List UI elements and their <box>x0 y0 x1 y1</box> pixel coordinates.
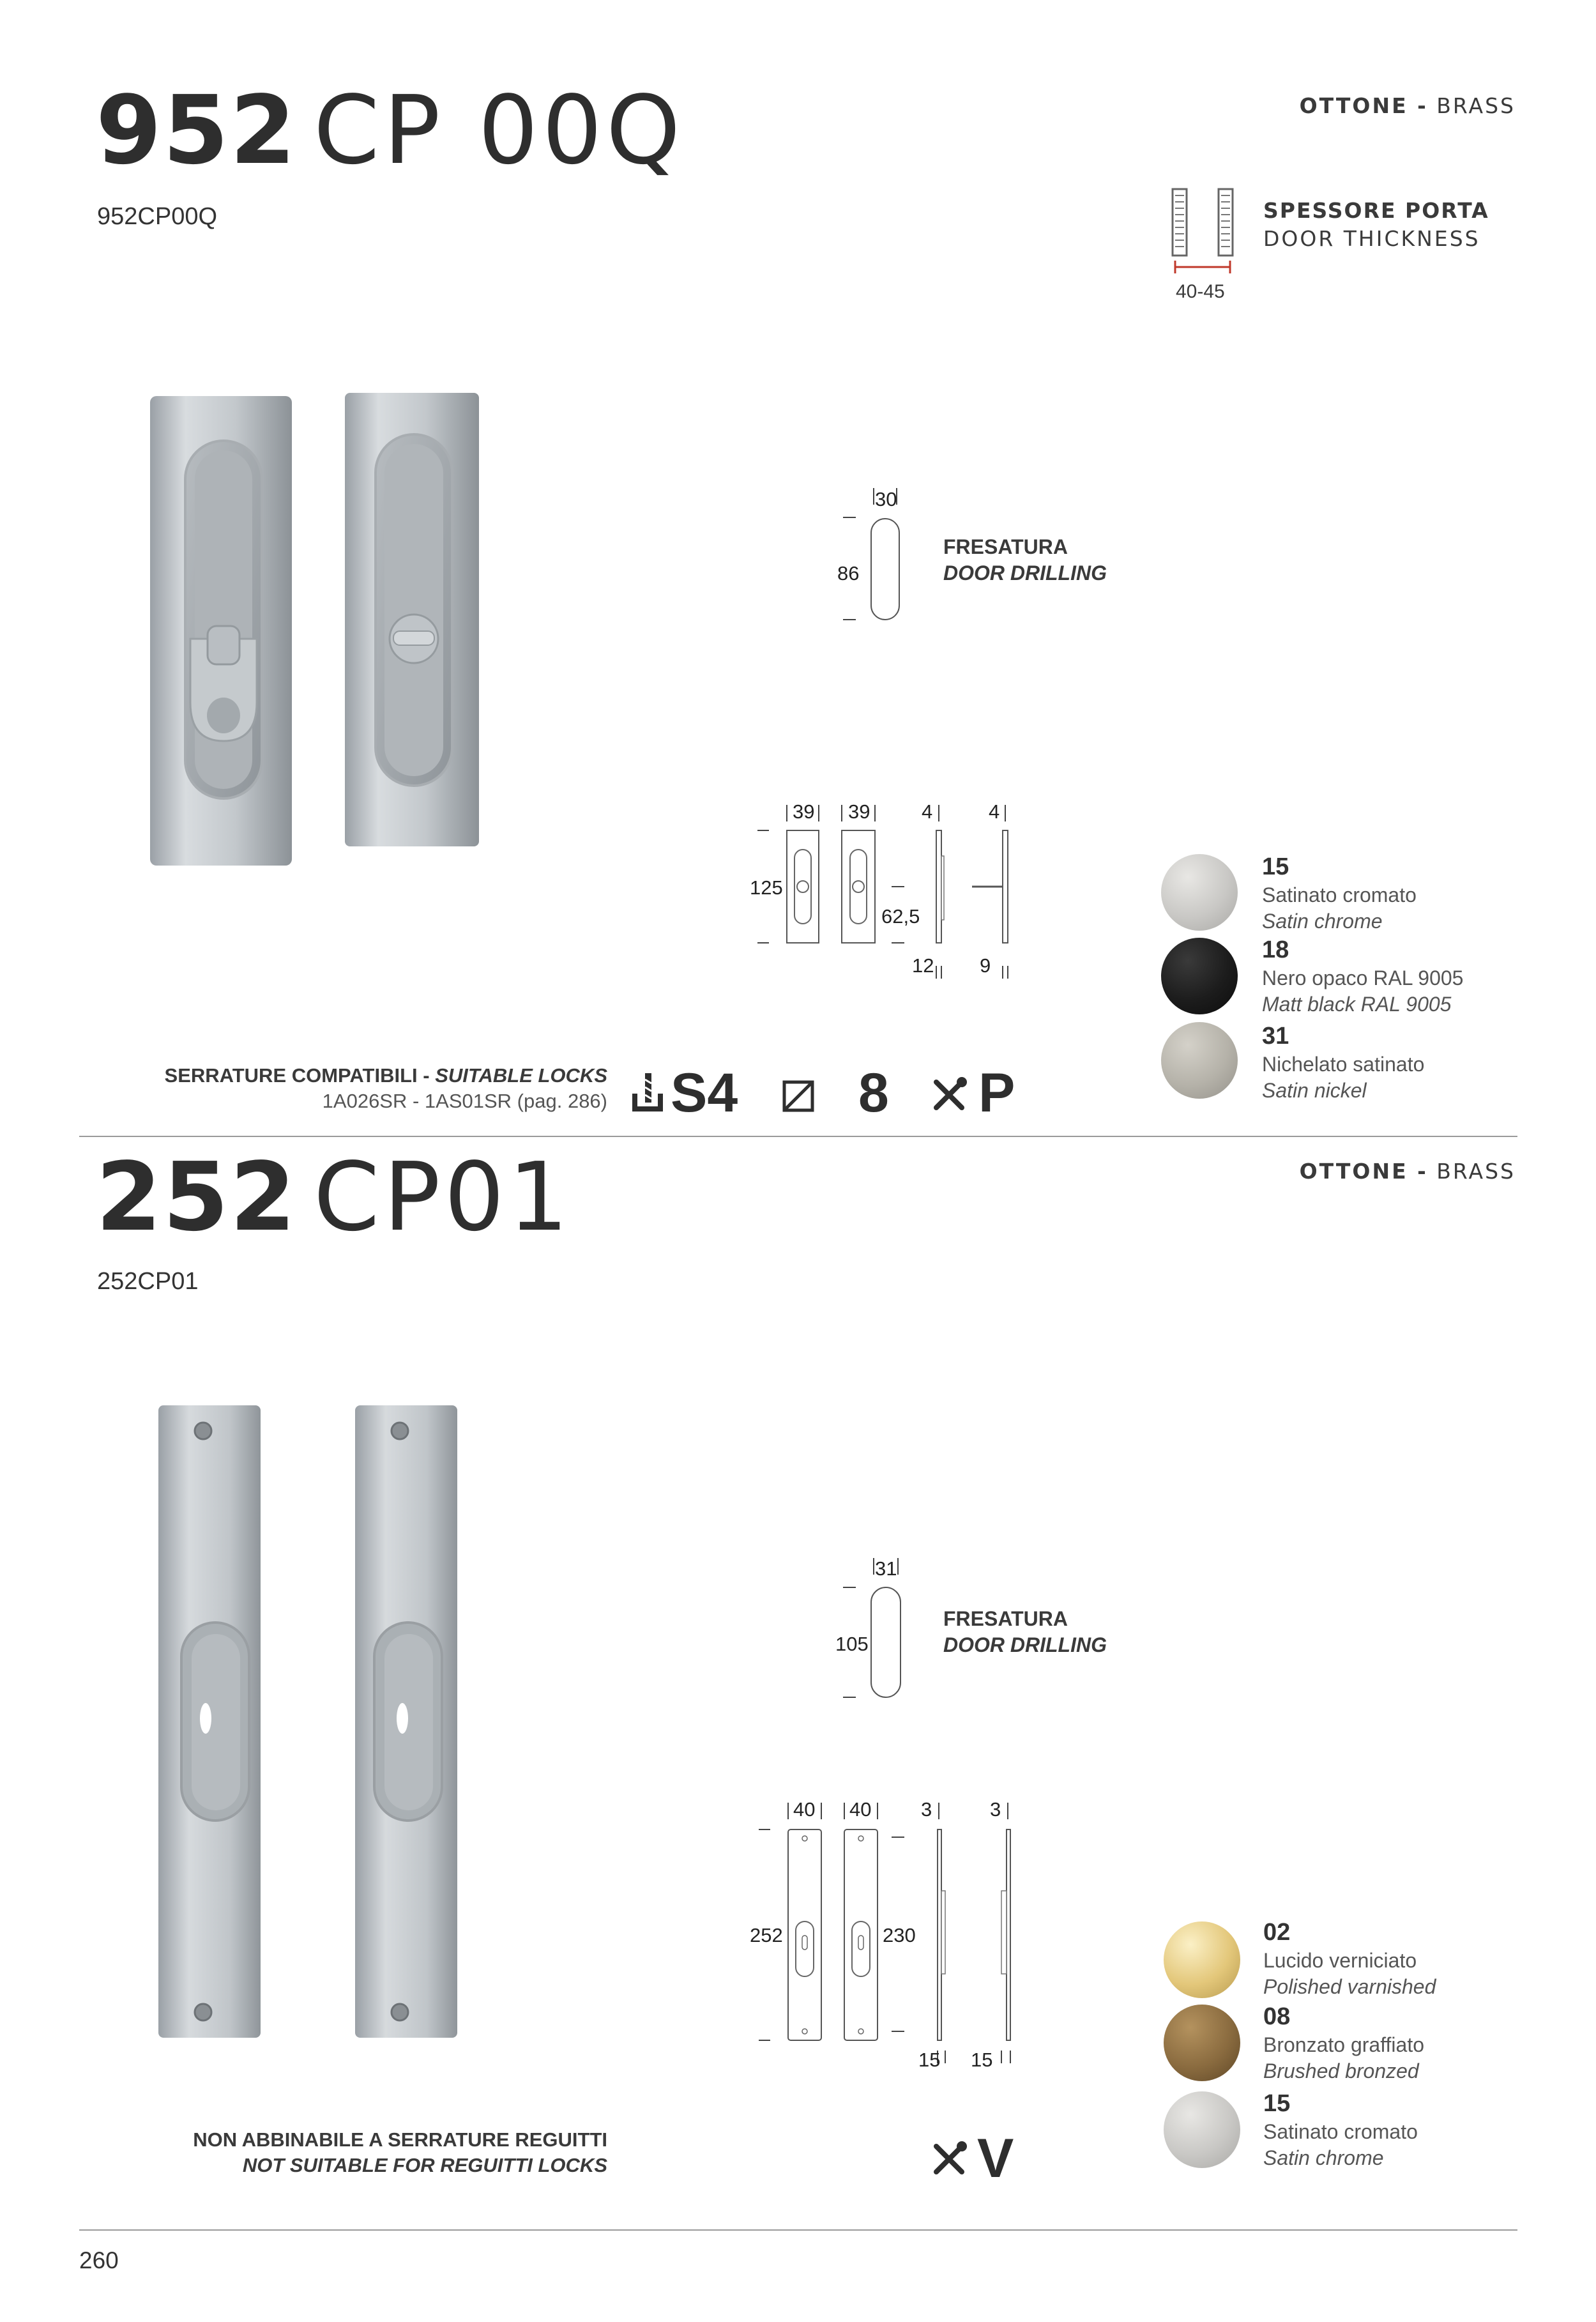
finish-code: 31 <box>1262 1023 1289 1050</box>
screw-size-badge: S4 <box>671 1062 738 1124</box>
finish-name-en: Satin chrome <box>1262 910 1383 933</box>
finish-code: 18 <box>1262 936 1289 963</box>
finish-name-en: Matt black RAL 9005 <box>1262 993 1452 1016</box>
plate-width-1: 39 <box>793 800 815 823</box>
door-thickness-subtitle: DOOR THICKNESS <box>1263 226 1480 251</box>
plate-center-distance: 230 <box>883 1924 916 1946</box>
material-label: OTTONE - BRASS <box>1299 1159 1516 1184</box>
tools-icon <box>930 2140 968 2178</box>
product-number: 952 <box>96 75 297 185</box>
finish-swatch-18 <box>1161 938 1238 1014</box>
handle-product-photo <box>153 1399 466 2044</box>
drilling-width: 30 <box>875 488 897 510</box>
plate-depth-2: 9 <box>980 954 991 977</box>
plate-thickness-1: 3 <box>921 1798 932 1821</box>
page-number: 260 <box>79 2247 119 2273</box>
finish-code: 08 <box>1263 2003 1291 2030</box>
plate-thickness-2: 4 <box>989 800 1000 823</box>
drilling-title: FRESATURA <box>943 1607 1068 1630</box>
finish-name-it: Satinato cromato <box>1262 883 1417 906</box>
plate-width-1: 40 <box>793 1798 816 1821</box>
finish-name-en: Satin nickel <box>1262 1079 1367 1102</box>
product-title <box>96 1142 572 1252</box>
drilling-subtitle: DOOR DRILLING <box>943 561 1107 584</box>
finish-name-en: Polished varnished <box>1263 1975 1436 1998</box>
finish-swatch-15 <box>1161 854 1238 931</box>
door-thickness-value: 40-45 <box>1176 281 1225 302</box>
finish-code: 15 <box>1262 853 1289 880</box>
door-thickness-title: SPESSORE PORTA <box>1263 198 1489 223</box>
door-thickness-icon <box>1167 187 1238 282</box>
section-divider <box>79 1136 1517 1137</box>
material-label: OTTONE - BRASS <box>1299 93 1516 118</box>
plate-width-2: 39 <box>848 800 870 823</box>
finish-name-it: Nero opaco RAL 9005 <box>1262 966 1464 989</box>
finish-name-it: Nichelato satinato <box>1262 1053 1425 1076</box>
lock-compatibility-note-en: NOT SUITABLE FOR REGUITTI LOCKS <box>242 2154 607 2176</box>
compatible-locks-list: 1A026SR - 1AS01SR (pag. 286) <box>322 1090 607 1112</box>
tool-type-badge: P <box>978 1062 1015 1124</box>
product-series: CP 00Q <box>313 75 685 185</box>
finish-name-it: Lucido verniciato <box>1263 1949 1417 1972</box>
plate-thickness-2: 3 <box>990 1798 1001 1821</box>
finish-swatch-02 <box>1164 1921 1240 1998</box>
lock-compatibility-note: NON ABBINABILE A SERRATURE REGUITTI <box>193 2128 607 2151</box>
plate-thickness-1: 4 <box>922 800 933 823</box>
footer-divider <box>79 2229 1517 2231</box>
drilling-width: 31 <box>875 1557 897 1580</box>
plate-height: 125 <box>750 876 783 899</box>
plate-height: 252 <box>750 1924 783 1946</box>
finish-code: 15 <box>1263 2090 1291 2117</box>
product-code: 252CP01 <box>97 1268 199 1295</box>
spindle-size-badge: 8 <box>858 1062 889 1124</box>
finish-swatch-31 <box>1161 1022 1238 1099</box>
finish-swatch-08 <box>1164 2005 1240 2081</box>
finish-code: 02 <box>1263 1919 1291 1946</box>
finish-name-it: Bronzato graffiato <box>1263 2033 1425 2056</box>
product-code: 952CP00Q <box>97 203 218 230</box>
drilling-height: 105 <box>835 1633 869 1655</box>
product-series: CP01 <box>313 1142 572 1252</box>
handle-product-photo <box>141 383 498 869</box>
drilling-title: FRESATURA <box>943 535 1068 558</box>
tools-icon <box>930 1076 968 1114</box>
finish-name-en: Brushed bronzed <box>1263 2059 1419 2082</box>
plate-depth-2: 15 <box>971 2049 993 2071</box>
finish-name-en: Satin chrome <box>1263 2146 1384 2169</box>
drilling-subtitle: DOOR DRILLING <box>943 1633 1107 1656</box>
plate-center-distance: 62,5 <box>881 905 920 928</box>
drilling-height: 86 <box>837 562 860 584</box>
tool-type-badge: V <box>977 2128 1014 2189</box>
product-number: 252 <box>96 1142 297 1252</box>
screw-icon <box>630 1071 665 1114</box>
finish-swatch-15 <box>1164 2091 1240 2168</box>
plate-width-2: 40 <box>849 1798 872 1821</box>
compatible-locks-title: SERRATURE COMPATIBILI - SUITABLE LOCKS <box>164 1064 607 1087</box>
product-title <box>96 75 685 185</box>
square-spindle-icon <box>782 1080 815 1113</box>
finish-name-it: Satinato cromato <box>1263 2120 1418 2143</box>
plate-depth-1: 12 <box>912 954 934 977</box>
plate-depth-1: 15 <box>918 2049 941 2071</box>
